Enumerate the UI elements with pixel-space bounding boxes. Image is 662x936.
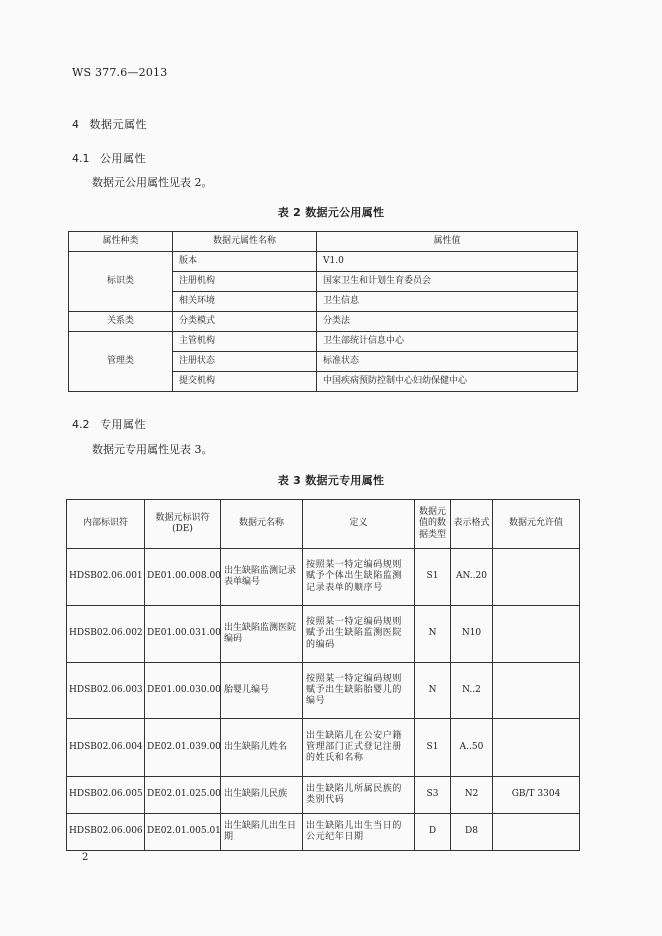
header-cell: 表示格式	[451, 500, 493, 549]
category-cell: 关系类	[69, 312, 173, 332]
section-number: 4.2	[72, 418, 90, 431]
de-id-cell: DE01.00.008.00	[145, 549, 221, 606]
de-id-cell: DE02.01.039.00	[145, 719, 221, 777]
attr-name-cell: 分类模式	[173, 312, 317, 332]
attr-value-cell: 中国疾病预防控制中心妇幼保健中心	[317, 372, 578, 392]
allowed-value-cell: GB/T 3304	[493, 777, 580, 814]
allowed-value-cell	[493, 814, 580, 851]
element-name-cell: 出生缺陷监测记录表单编号	[221, 549, 303, 606]
table-row	[67, 606, 580, 663]
section-4-2-heading	[72, 416, 146, 432]
header-cell: 定义	[303, 500, 415, 549]
data-type-cell: N	[415, 663, 451, 719]
table-row	[67, 777, 580, 814]
page-number: 2	[82, 852, 89, 863]
format-cell: N10	[451, 606, 493, 663]
header-cell: 数据元标识符 (DE)	[145, 500, 221, 549]
internal-id-cell: HDSB02.06.002	[67, 606, 145, 663]
element-name-cell: 出生缺陷儿出生日期	[221, 814, 303, 851]
header-cell: 数据元属性名称	[173, 232, 317, 252]
attr-value-cell: 卫生部统计信息中心	[317, 332, 578, 352]
allowed-value-cell	[493, 719, 580, 777]
table-row	[69, 312, 578, 332]
header-cell: 数据元名称	[221, 500, 303, 549]
specific-attributes-table	[66, 499, 580, 851]
section-title: 数据元属性	[89, 118, 147, 131]
definition-cell: 按照某一特定编码规则赋予个体出生缺陷监测记录表单的顺序号	[303, 549, 415, 606]
table-row	[69, 252, 578, 272]
de-id-cell: DE02.01.005.01	[145, 814, 221, 851]
element-name-cell: 出生缺陷监测医院编码	[221, 606, 303, 663]
de-id-cell: DE02.01.025.00	[145, 777, 221, 814]
header-cell: 数据元值的数据类型	[415, 500, 451, 549]
internal-id-cell: HDSB02.06.001	[67, 549, 145, 606]
internal-id-cell: HDSB02.06.003	[67, 663, 145, 719]
attr-value-cell: 标准状态	[317, 352, 578, 372]
table-row	[67, 549, 580, 606]
format-cell: AN..20	[451, 549, 493, 606]
section-4-heading	[72, 116, 147, 132]
header-cell: 数据元允许值	[493, 500, 580, 549]
header-cell: 属性值	[317, 232, 578, 252]
internal-id-cell: HDSB02.06.006	[67, 814, 145, 851]
element-name-cell: 胎婴儿编号	[221, 663, 303, 719]
data-type-cell: S1	[415, 719, 451, 777]
table-body	[67, 549, 580, 851]
attr-name-cell: 主管机构	[173, 332, 317, 352]
table2-caption: 表 2 数据元公用属性	[277, 206, 385, 219]
table-header-row	[69, 232, 578, 252]
section-title: 公用属性	[100, 152, 146, 165]
attr-value-cell: 卫生信息	[317, 292, 578, 312]
table-header-row	[67, 500, 580, 549]
table-row	[67, 719, 580, 777]
common-attributes-table	[68, 231, 578, 392]
de-id-cell: DE01.00.031.00	[145, 606, 221, 663]
element-name-cell: 出生缺陷儿民族	[221, 777, 303, 814]
category-cell: 管理类	[69, 332, 173, 392]
table3-caption: 表 3 数据元专用属性	[277, 474, 385, 487]
internal-id-cell: HDSB02.06.004	[67, 719, 145, 777]
format-cell: N..2	[451, 663, 493, 719]
table-row	[67, 814, 580, 851]
attr-value-cell: V1.0	[317, 252, 578, 272]
attr-value-cell: 国家卫生和计划生育委员会	[317, 272, 578, 292]
definition-cell: 按照某一特定编码规则赋予出生缺陷胎婴儿的编号	[303, 663, 415, 719]
section-number: 4.1	[72, 152, 90, 165]
header-cell: 内部标识符	[67, 500, 145, 549]
attr-name-cell: 注册机构	[173, 272, 317, 292]
data-type-cell: D	[415, 814, 451, 851]
section-4-1-heading	[72, 150, 146, 166]
internal-id-cell: HDSB02.06.005	[67, 777, 145, 814]
attr-name-cell: 注册状态	[173, 352, 317, 372]
attr-name-cell: 相关环境	[173, 292, 317, 312]
table-row	[67, 663, 580, 719]
definition-cell: 出生缺陷儿所属民族的类别代码	[303, 777, 415, 814]
definition-cell: 出生缺陷儿在公安户籍管理部门正式登记注册的姓氏和名称	[303, 719, 415, 777]
attr-name-cell: 提交机构	[173, 372, 317, 392]
format-cell: A..50	[451, 719, 493, 777]
attr-name-cell: 版本	[173, 252, 317, 272]
element-name-cell: 出生缺陷儿姓名	[221, 719, 303, 777]
section-number: 4	[72, 118, 79, 131]
attr-value-cell: 分类法	[317, 312, 578, 332]
section-4-2-text: 数据元专用属性见表 3。	[92, 443, 213, 456]
format-cell: N2	[451, 777, 493, 814]
data-type-cell: S1	[415, 549, 451, 606]
standard-number: WS 377.6—2013	[72, 66, 168, 79]
allowed-value-cell	[493, 663, 580, 719]
definition-cell: 按照某一特定编码规则赋予出生缺陷监测医院的编码	[303, 606, 415, 663]
definition-cell: 出生缺陷儿出生当日的公元纪年日期	[303, 814, 415, 851]
category-cell: 标识类	[69, 252, 173, 312]
allowed-value-cell	[493, 606, 580, 663]
section-4-1-text: 数据元公用属性见表 2。	[92, 176, 213, 189]
data-type-cell: N	[415, 606, 451, 663]
table-row	[69, 332, 578, 352]
allowed-value-cell	[493, 549, 580, 606]
section-title: 专用属性	[100, 418, 146, 431]
header-cell: 属性种类	[69, 232, 173, 252]
data-type-cell: S3	[415, 777, 451, 814]
de-id-cell: DE01.00.030.00	[145, 663, 221, 719]
format-cell: D8	[451, 814, 493, 851]
